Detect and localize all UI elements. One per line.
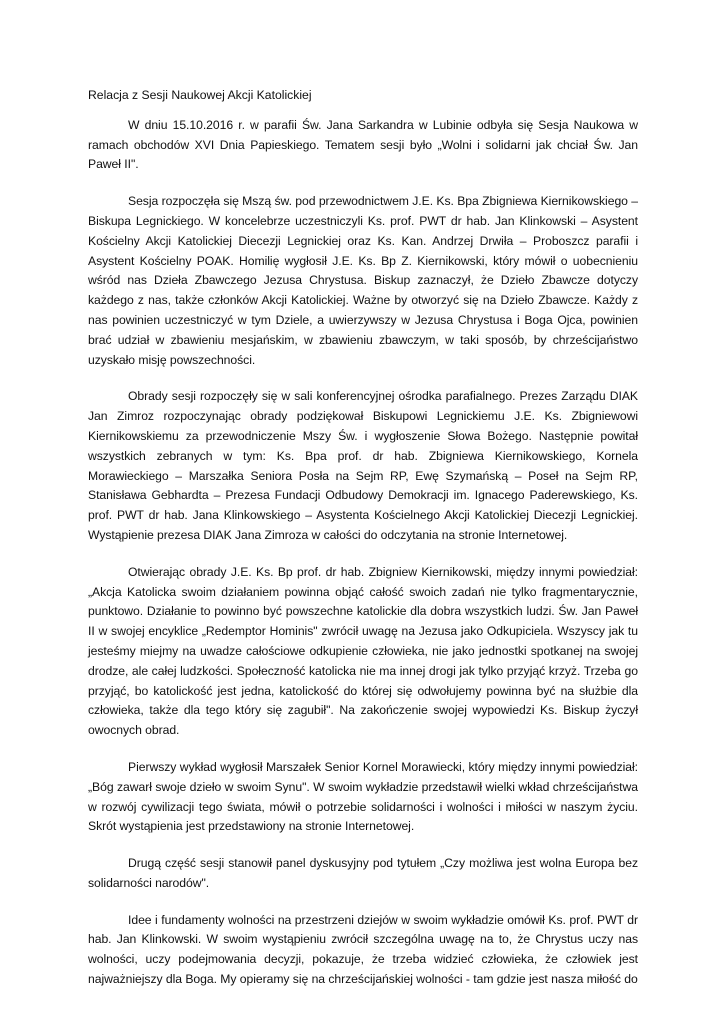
paragraph-panel-discussion: Drugą część sesji stanowił panel dyskusyjny pod tytułem „Czy możliwa jest wolna Europa bez solidarności narodów". — [88, 856, 638, 890]
document-page — [88, 86, 638, 1007]
paragraph-bishop-speech: Otwierając obrady J.E. Ks. Bp prof. dr hab. Zbigniew Kiernikowski, między innymi powiedział: „Akcja Katolicka swoim działaniem powinna objąć całość swoich zadań nie tylko fragmentarycznie, punktowo. Działanie to powinno być powszechne katolickie dla dobra wszystkich ludzi. Św. Jan Paweł II w swojej encyklice „Redemptor Hominis" zwrócił uwagę na Jezusa jako Odkupiciela. Wszyscy jak tu jesteśmy miejmy na uwadze całościowe odkupienie człowieka, nie jako jednostki spotkanej na swojej drodze, ale całej ludzkości. Społeczność katolicka nie ma innej drogi jak tylko przyjąć krzyż. Trzeba go przyjąć, bo katolickość jest jedna, katolickość do której się odwołujemy powinna być na służbie dla człowieka, także dla tego który się zagubił". Na zakończenie swojej wypowiedzi Ks. Biskup życzył owocnych obrad. — [88, 564, 638, 738]
paragraph-freedom-lecture: Idee i fundamenty wolności na przestrzeni dziejów w swoim wykładzie omówił Ks. prof. PWT dr hab. Jan Klinkowski. W swoim wystąpieniu zwrócił szczególna uwagę na to, że Chrystus uczy nas wolności, uczy podejmowania decyzji, pokazuje, że trzeba widzieć człowieka, że człowiek jest najważniejszy dla Boga. My opieramy się na chrześcijańskiej wolności - tam gdzie jest nasza miłość do — [88, 912, 638, 987]
paragraph-opening-greetings: Obrady sesji rozpoczęły się w sali konferencyjnej ośrodka parafialnego. Prezes Zarządu DIAK Jan Zimroz rozpoczynając obrady podziękował Biskupowi Legnickiemu J.E. Ks. Zbigniewowi Kiernikowskiemu za przewodniczenie Mszy Św. i wygłoszenie Słowa Bożego. Następnie powitał wszystkich zebranych w tym: Ks. Bpa prof. dr hab. Zbigniewa Kiernikowskiego, Kornela Morawieckiego – Marszałka Seniora Posła na Sejm RP, Ewę Szymańską – Poseł na Sejm RP, Stanisława Gebhardta – Prezesa Fundacji Odbudowy Demokracji im. Ignacego Paderewskiego, Ks. prof. PWT dr hab. Jana Klinkowskiego – Asystenta Kościelnego Akcji Katolickiej Diecezji Legnickiej. Wystąpienie prezesa DIAK Jana Zimroza w całości do odczytania na stronie Internetowej. — [88, 389, 638, 542]
document-title: Relacja z Sesji Naukowej Akcji Katolickiej — [88, 88, 312, 102]
paragraph-first-lecture: Pierwszy wykład wygłosił Marszałek Senior Kornel Morawiecki, który między innymi powiedział: „Bóg zawarł swoje dzieło w swoim Synu". W swoim wykładzie przedstawił wielki wkład chrześcijaństwa w rozwój cywilizacji tego świata, mówił o potrzebie solidarności i wolności i miłości w naszym życiu. Skrót wystąpienia jest przedstawiony na stronie Internetowej. — [88, 759, 638, 834]
paragraph-holy-mass: Sesja rozpoczęła się Mszą św. pod przewodnictwem J.E. Ks. Bpa Zbigniewa Kiernikowskiego – Biskupa Legnickiego. W koncelebrze uczestniczyli Ks. prof. PWT dr hab. Jan Klinkowski – Asystent Kościelny Akcji Katolickiej Diecezji Legnickiej oraz Ks. Kan. Andrzej Drwiła – Proboszcz parafii i Asystent Kościelny POAK. Homilię wygłosił J.E. Ks. Bp Z. Kiernikowski, który mówił o uobecnieniu wśród nas Dzieła Zbawczego Jezusa Chrystusa. Biskup zaznaczył, że Dzieło Zbawcze dotyczy każdego z nas, także członków Akcji Katolickiej. Ważne by otworzyć się na Dzieło Zbawcze. Każdy z nas powinien uczestniczyć w tym Dziele, a uwierzywszy w Jezusa Chrystusa i Boga Ojca, powinien brać udział w zbawieniu mesjańskim, w zbawieniu zbawczym, w taki sposób, by chrześcijaństwo uzyskało misję powszechności. — [88, 194, 638, 367]
paragraph-session-date: W dniu 15.10.2016 r. w parafii Św. Jana Sarkandra w Lubinie odbyła się Sesja Naukowa w ramach obchodów XVI Dnia Papieskiego. Tematem sesji było „Wolni i solidarni jak chciał Św. Jan Paweł II". — [88, 117, 638, 172]
